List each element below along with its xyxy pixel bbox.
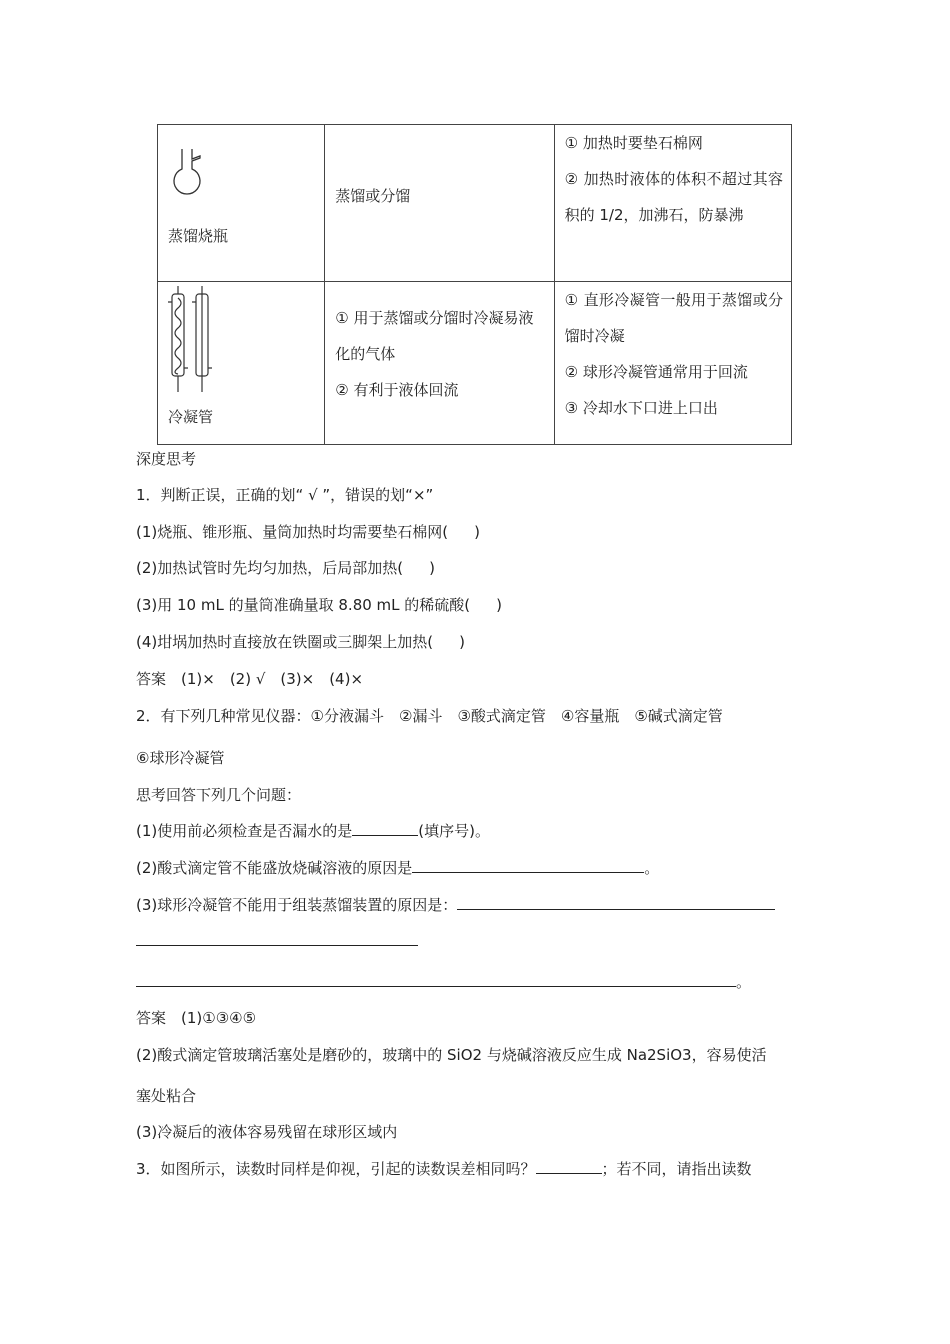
answer-blank[interactable] bbox=[412, 858, 644, 873]
distillation-flask-icon bbox=[166, 147, 212, 203]
condenser-note-3: ③ 冷却水下口进上口出 bbox=[564, 399, 718, 417]
q2-sub2: (2)酸式滴定管不能盛放烧碱溶液的原因是 。 bbox=[136, 859, 660, 877]
condenser-use-1: ① 用于蒸馏或分馏时冷凝易液化的气体 bbox=[335, 309, 534, 363]
q2-stem-line2: ⑥球形冷凝管 bbox=[136, 749, 225, 767]
condenser-use-cell bbox=[325, 282, 554, 445]
q1-stem: 1．判断正误，正确的划“ √ ”，错误的划“×” bbox=[136, 486, 434, 504]
flask-use-cell bbox=[325, 125, 554, 282]
q1-item-3: (3)用 10 mL 的量筒准确量取 8.80 mL 的稀硫酸( ) bbox=[136, 596, 502, 614]
flask-name: 蒸馏烧瓶 bbox=[168, 227, 229, 245]
q2-answer-3: (3)冷凝后的液体容易残留在球形区域内 bbox=[136, 1123, 398, 1141]
q2-stem-line1: 2．有下列几种常见仪器：①分液漏斗 ②漏斗 ③酸式滴定管 ④容量瓶 ⑤碱式滴定管 bbox=[136, 707, 723, 725]
answer-blank[interactable] bbox=[457, 895, 775, 910]
condenser-notes-cell bbox=[554, 282, 791, 445]
condenser-name: 冷凝管 bbox=[168, 408, 214, 426]
condenser-cell bbox=[158, 282, 325, 445]
q1-item-1: (1)烧瓶、锥形瓶、量筒加热时均需要垫石棉网( ) bbox=[136, 523, 480, 541]
q2-sub3-line2 bbox=[136, 931, 418, 950]
condenser-note-2: ② 球形冷凝管通常用于回流 bbox=[564, 363, 748, 381]
answer-blank[interactable] bbox=[536, 1159, 602, 1174]
condenser-uses bbox=[335, 300, 545, 408]
q2-sub3: (3)球形冷凝管不能用于组装蒸馏装置的原因是： bbox=[136, 894, 775, 915]
q2-answer-2-line1: (2)酸式滴定管玻璃活塞处是磨砂的，玻璃中的 SiO2 与烧碱溶液反应生成 Na2SiO3，容易使活 bbox=[136, 1046, 767, 1064]
section-title: 深度思考 bbox=[136, 450, 197, 468]
q1-answer: 答案 (1)× (2) √ (3)× (4)× bbox=[136, 670, 364, 688]
table-row-condenser bbox=[158, 282, 792, 445]
q1-item-4: (4)坩埚加热时直接放在铁圈或三脚架上加热( ) bbox=[136, 633, 465, 651]
q2-sub1: (1)使用前必须检查是否漏水的是 (填序号)。 bbox=[136, 822, 490, 840]
q2-sub3-line3: 。 bbox=[136, 971, 751, 992]
flask-cell bbox=[158, 125, 325, 282]
condenser-icon bbox=[166, 284, 222, 394]
q2-answer-2-line2: 塞处粘合 bbox=[136, 1087, 197, 1105]
answer-blank[interactable] bbox=[352, 821, 418, 836]
answer-blank[interactable] bbox=[136, 931, 418, 946]
flask-note-2: ② 加热时液体的体积不超过其容积的 1/2，加沸石，防暴沸 bbox=[564, 170, 783, 224]
answer-blank[interactable] bbox=[136, 972, 736, 987]
flask-note-1: ① 加热时要垫石棉网 bbox=[564, 134, 703, 152]
q3-stem: 3．如图所示，读数时同样是仰视，引起的读数误差相同吗？ ；若不同，请指出读数 bbox=[136, 1160, 752, 1178]
condenser-use-2: ② 有利于液体回流 bbox=[335, 381, 459, 399]
flask-notes-cell bbox=[554, 125, 791, 282]
table-row-flask bbox=[158, 125, 792, 282]
q1-item-2: (2)加热试管时先均匀加热，后局部加热( ) bbox=[136, 559, 435, 577]
condenser-note-1: ① 直形冷凝管一般用于蒸馏或分馏时冷凝 bbox=[564, 291, 783, 345]
q2-prompt: 思考回答下列几个问题： bbox=[136, 786, 302, 804]
apparatus-table bbox=[157, 124, 792, 445]
q2-answer-1: 答案 (1)①③④⑤ bbox=[136, 1009, 257, 1027]
flask-use: 蒸馏或分馏 bbox=[335, 187, 411, 205]
